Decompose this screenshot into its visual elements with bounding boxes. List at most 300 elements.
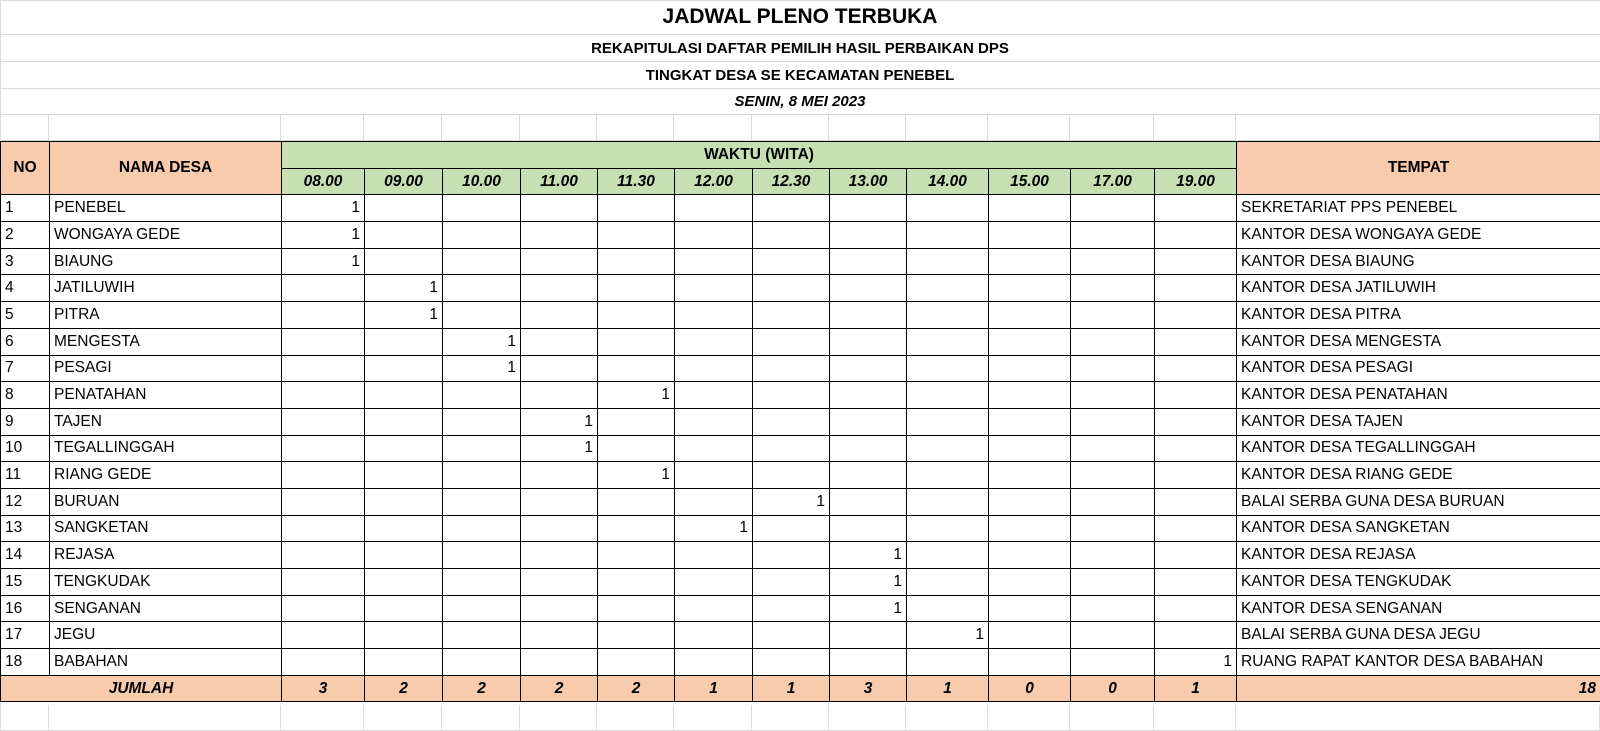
time-cell[interactable] bbox=[753, 248, 830, 275]
time-cell[interactable] bbox=[443, 435, 521, 462]
time-cell[interactable] bbox=[753, 622, 830, 649]
time-cell[interactable] bbox=[598, 488, 675, 515]
time-cell[interactable] bbox=[1155, 595, 1237, 622]
row-tempat[interactable]: KANTOR DESA PENATAHAN bbox=[1237, 382, 1600, 409]
row-no[interactable]: 2 bbox=[1, 222, 50, 249]
time-cell[interactable] bbox=[989, 195, 1071, 222]
time-cell[interactable] bbox=[521, 328, 598, 355]
time-cell[interactable] bbox=[1071, 302, 1155, 329]
time-cell[interactable] bbox=[830, 435, 907, 462]
time-cell[interactable] bbox=[282, 622, 365, 649]
time-cell[interactable] bbox=[675, 622, 753, 649]
time-cell[interactable] bbox=[1071, 435, 1155, 462]
row-tempat[interactable]: BALAI SERBA GUNA DESA BURUAN bbox=[1237, 488, 1600, 515]
empty-cell[interactable] bbox=[752, 115, 829, 141]
row-no[interactable]: 11 bbox=[1, 462, 50, 489]
time-cell[interactable] bbox=[675, 195, 753, 222]
time-cell[interactable] bbox=[907, 595, 989, 622]
time-cell[interactable] bbox=[907, 435, 989, 462]
row-nama-desa[interactable]: SANGKETAN bbox=[50, 515, 282, 542]
time-cell[interactable] bbox=[1155, 275, 1237, 302]
time-cell[interactable] bbox=[521, 649, 598, 676]
row-nama-desa[interactable]: SENGANAN bbox=[50, 595, 282, 622]
time-cell[interactable] bbox=[907, 275, 989, 302]
time-cell[interactable] bbox=[830, 622, 907, 649]
time-cell[interactable] bbox=[989, 328, 1071, 355]
time-cell[interactable] bbox=[1155, 328, 1237, 355]
empty-cell[interactable] bbox=[829, 705, 906, 731]
time-cell[interactable]: 1 bbox=[830, 542, 907, 569]
row-nama-desa[interactable]: BURUAN bbox=[50, 488, 282, 515]
row-no[interactable]: 4 bbox=[1, 275, 50, 302]
time-cell[interactable] bbox=[675, 355, 753, 382]
time-cell[interactable] bbox=[521, 569, 598, 596]
time-cell[interactable] bbox=[907, 382, 989, 409]
row-tempat[interactable]: KANTOR DESA TAJEN bbox=[1237, 408, 1600, 435]
empty-cell[interactable] bbox=[520, 705, 597, 731]
time-cell[interactable] bbox=[1071, 462, 1155, 489]
empty-cell[interactable] bbox=[988, 115, 1070, 141]
empty-cell[interactable] bbox=[49, 705, 281, 731]
time-cell[interactable] bbox=[1155, 355, 1237, 382]
empty-cell[interactable] bbox=[906, 115, 988, 141]
empty-cell[interactable] bbox=[988, 705, 1070, 731]
time-cell[interactable] bbox=[598, 302, 675, 329]
time-cell[interactable] bbox=[365, 195, 443, 222]
row-no[interactable]: 1 bbox=[1, 195, 50, 222]
time-cell[interactable] bbox=[989, 649, 1071, 676]
time-cell[interactable] bbox=[1155, 515, 1237, 542]
row-tempat[interactable]: KANTOR DESA TEGALLINGGAH bbox=[1237, 435, 1600, 462]
empty-cell[interactable] bbox=[281, 115, 364, 141]
time-cell[interactable]: 1 bbox=[1155, 649, 1237, 676]
empty-cell[interactable] bbox=[906, 705, 988, 731]
empty-cell[interactable] bbox=[281, 705, 364, 731]
time-cell[interactable] bbox=[989, 488, 1071, 515]
jumlah-total-5[interactable]: 1 bbox=[675, 675, 753, 702]
time-cell[interactable] bbox=[521, 355, 598, 382]
time-cell[interactable] bbox=[282, 515, 365, 542]
empty-cell[interactable] bbox=[1236, 705, 1600, 731]
time-cell[interactable] bbox=[443, 488, 521, 515]
time-cell[interactable] bbox=[675, 408, 753, 435]
time-cell[interactable] bbox=[598, 275, 675, 302]
row-tempat[interactable]: RUANG RAPAT KANTOR DESA BABAHAN bbox=[1237, 649, 1600, 676]
time-cell[interactable] bbox=[1155, 569, 1237, 596]
time-cell[interactable] bbox=[598, 195, 675, 222]
row-nama-desa[interactable]: RIANG GEDE bbox=[50, 462, 282, 489]
time-cell[interactable] bbox=[1071, 515, 1155, 542]
time-cell[interactable] bbox=[521, 248, 598, 275]
time-cell[interactable] bbox=[365, 622, 443, 649]
time-cell[interactable] bbox=[282, 435, 365, 462]
time-cell[interactable] bbox=[282, 382, 365, 409]
row-nama-desa[interactable]: REJASA bbox=[50, 542, 282, 569]
row-tempat[interactable]: KANTOR DESA PESAGI bbox=[1237, 355, 1600, 382]
row-no[interactable]: 14 bbox=[1, 542, 50, 569]
time-cell[interactable] bbox=[1071, 595, 1155, 622]
row-no[interactable]: 13 bbox=[1, 515, 50, 542]
time-cell[interactable] bbox=[1155, 435, 1237, 462]
time-cell[interactable] bbox=[907, 248, 989, 275]
row-no[interactable]: 5 bbox=[1, 302, 50, 329]
time-cell[interactable] bbox=[282, 355, 365, 382]
empty-cell[interactable] bbox=[674, 705, 752, 731]
time-cell[interactable] bbox=[675, 248, 753, 275]
time-cell[interactable] bbox=[1155, 222, 1237, 249]
time-cell[interactable] bbox=[753, 649, 830, 676]
time-cell[interactable] bbox=[443, 622, 521, 649]
empty-cell[interactable] bbox=[0, 705, 49, 731]
jumlah-total-1[interactable]: 2 bbox=[365, 675, 443, 702]
empty-cell[interactable] bbox=[364, 115, 442, 141]
time-cell[interactable] bbox=[521, 622, 598, 649]
row-tempat[interactable]: KANTOR DESA TENGKUDAK bbox=[1237, 569, 1600, 596]
time-cell[interactable] bbox=[753, 542, 830, 569]
time-cell[interactable] bbox=[989, 382, 1071, 409]
row-nama-desa[interactable]: PENATAHAN bbox=[50, 382, 282, 409]
time-cell[interactable] bbox=[365, 355, 443, 382]
time-cell[interactable] bbox=[989, 542, 1071, 569]
time-cell[interactable] bbox=[753, 515, 830, 542]
time-cell[interactable] bbox=[282, 302, 365, 329]
time-cell[interactable] bbox=[1071, 382, 1155, 409]
empty-cell[interactable] bbox=[597, 115, 674, 141]
time-cell[interactable]: 1 bbox=[907, 622, 989, 649]
time-cell[interactable] bbox=[753, 275, 830, 302]
time-cell[interactable] bbox=[1071, 649, 1155, 676]
time-cell[interactable] bbox=[443, 515, 521, 542]
time-cell[interactable] bbox=[1155, 462, 1237, 489]
time-cell[interactable] bbox=[989, 595, 1071, 622]
row-tempat[interactable]: KANTOR DESA BIAUNG bbox=[1237, 248, 1600, 275]
row-tempat[interactable]: KANTOR DESA SANGKETAN bbox=[1237, 515, 1600, 542]
row-nama-desa[interactable]: PITRA bbox=[50, 302, 282, 329]
row-no[interactable]: 9 bbox=[1, 408, 50, 435]
time-cell[interactable] bbox=[365, 328, 443, 355]
empty-cell[interactable] bbox=[364, 705, 442, 731]
time-cell[interactable]: 1 bbox=[830, 595, 907, 622]
empty-cell[interactable] bbox=[597, 705, 674, 731]
time-cell[interactable] bbox=[521, 275, 598, 302]
empty-cell[interactable] bbox=[0, 115, 49, 141]
time-cell[interactable] bbox=[1155, 248, 1237, 275]
time-cell[interactable] bbox=[675, 382, 753, 409]
time-cell[interactable] bbox=[1071, 408, 1155, 435]
time-cell[interactable] bbox=[1071, 328, 1155, 355]
time-cell[interactable] bbox=[1071, 195, 1155, 222]
time-cell[interactable] bbox=[907, 408, 989, 435]
row-no[interactable]: 15 bbox=[1, 569, 50, 596]
row-no[interactable]: 6 bbox=[1, 328, 50, 355]
time-cell[interactable] bbox=[282, 595, 365, 622]
time-cell[interactable] bbox=[830, 382, 907, 409]
time-cell[interactable] bbox=[365, 435, 443, 462]
time-cell[interactable] bbox=[753, 302, 830, 329]
time-cell[interactable] bbox=[830, 649, 907, 676]
jumlah-total-0[interactable]: 3 bbox=[282, 675, 365, 702]
time-cell[interactable] bbox=[365, 488, 443, 515]
time-cell[interactable] bbox=[282, 462, 365, 489]
time-cell[interactable]: 1 bbox=[365, 275, 443, 302]
row-tempat[interactable]: SEKRETARIAT PPS PENEBEL bbox=[1237, 195, 1600, 222]
time-cell[interactable] bbox=[907, 488, 989, 515]
time-cell[interactable] bbox=[521, 488, 598, 515]
time-cell[interactable] bbox=[753, 435, 830, 462]
time-cell[interactable] bbox=[365, 649, 443, 676]
time-cell[interactable] bbox=[598, 355, 675, 382]
jumlah-total-6[interactable]: 1 bbox=[753, 675, 830, 702]
row-no[interactable]: 12 bbox=[1, 488, 50, 515]
time-cell[interactable] bbox=[675, 328, 753, 355]
time-cell[interactable] bbox=[989, 569, 1071, 596]
time-cell[interactable] bbox=[830, 488, 907, 515]
time-cell[interactable] bbox=[598, 649, 675, 676]
time-cell[interactable] bbox=[675, 435, 753, 462]
row-no[interactable]: 17 bbox=[1, 622, 50, 649]
row-nama-desa[interactable]: PENEBEL bbox=[50, 195, 282, 222]
time-cell[interactable] bbox=[830, 275, 907, 302]
time-cell[interactable] bbox=[753, 462, 830, 489]
time-cell[interactable] bbox=[365, 408, 443, 435]
time-cell[interactable] bbox=[907, 649, 989, 676]
time-cell[interactable] bbox=[443, 275, 521, 302]
time-cell[interactable] bbox=[675, 569, 753, 596]
time-cell[interactable] bbox=[282, 569, 365, 596]
jumlah-grand-total[interactable]: 18 bbox=[1237, 675, 1600, 702]
time-cell[interactable] bbox=[521, 302, 598, 329]
time-cell[interactable] bbox=[753, 408, 830, 435]
time-cell[interactable] bbox=[830, 328, 907, 355]
time-cell[interactable] bbox=[282, 408, 365, 435]
time-cell[interactable] bbox=[753, 328, 830, 355]
time-cell[interactable] bbox=[598, 595, 675, 622]
time-cell[interactable]: 1 bbox=[443, 328, 521, 355]
time-cell[interactable] bbox=[598, 542, 675, 569]
jumlah-total-8[interactable]: 1 bbox=[907, 675, 989, 702]
time-cell[interactable] bbox=[365, 542, 443, 569]
time-cell[interactable] bbox=[365, 569, 443, 596]
empty-cell[interactable] bbox=[442, 705, 520, 731]
time-cell[interactable] bbox=[443, 649, 521, 676]
row-tempat[interactable]: KANTOR DESA SENGANAN bbox=[1237, 595, 1600, 622]
time-cell[interactable] bbox=[675, 302, 753, 329]
time-cell[interactable] bbox=[1071, 275, 1155, 302]
empty-cell[interactable] bbox=[442, 115, 520, 141]
empty-cell[interactable] bbox=[829, 115, 906, 141]
empty-cell[interactable] bbox=[1070, 705, 1154, 731]
time-cell[interactable] bbox=[675, 222, 753, 249]
time-cell[interactable] bbox=[989, 515, 1071, 542]
time-cell[interactable] bbox=[282, 488, 365, 515]
time-cell[interactable] bbox=[675, 488, 753, 515]
empty-cell[interactable] bbox=[1070, 115, 1154, 141]
time-cell[interactable] bbox=[443, 408, 521, 435]
time-cell[interactable] bbox=[1155, 488, 1237, 515]
time-cell[interactable] bbox=[989, 462, 1071, 489]
time-cell[interactable] bbox=[365, 248, 443, 275]
time-cell[interactable] bbox=[598, 248, 675, 275]
time-cell[interactable] bbox=[753, 355, 830, 382]
time-cell[interactable] bbox=[598, 515, 675, 542]
time-cell[interactable] bbox=[521, 515, 598, 542]
time-cell[interactable] bbox=[365, 462, 443, 489]
time-cell[interactable] bbox=[1155, 195, 1237, 222]
empty-cell[interactable] bbox=[49, 115, 281, 141]
time-cell[interactable] bbox=[443, 569, 521, 596]
row-no[interactable]: 8 bbox=[1, 382, 50, 409]
row-tempat[interactable]: KANTOR DESA JATILUWIH bbox=[1237, 275, 1600, 302]
row-no[interactable]: 18 bbox=[1, 649, 50, 676]
time-cell[interactable] bbox=[598, 435, 675, 462]
time-cell[interactable] bbox=[521, 382, 598, 409]
time-cell[interactable] bbox=[365, 595, 443, 622]
time-cell[interactable]: 1 bbox=[830, 569, 907, 596]
row-nama-desa[interactable]: PESAGI bbox=[50, 355, 282, 382]
time-cell[interactable] bbox=[675, 542, 753, 569]
time-cell[interactable] bbox=[521, 542, 598, 569]
time-cell[interactable] bbox=[1071, 355, 1155, 382]
time-cell[interactable]: 1 bbox=[443, 355, 521, 382]
time-cell[interactable] bbox=[830, 302, 907, 329]
time-cell[interactable] bbox=[598, 328, 675, 355]
empty-cell[interactable] bbox=[1236, 115, 1600, 141]
time-cell[interactable] bbox=[365, 515, 443, 542]
time-cell[interactable] bbox=[907, 302, 989, 329]
time-cell[interactable] bbox=[443, 542, 521, 569]
time-cell[interactable] bbox=[443, 222, 521, 249]
time-cell[interactable] bbox=[1155, 542, 1237, 569]
row-nama-desa[interactable]: JATILUWIH bbox=[50, 275, 282, 302]
row-no[interactable]: 16 bbox=[1, 595, 50, 622]
time-cell[interactable] bbox=[1155, 622, 1237, 649]
time-cell[interactable] bbox=[907, 355, 989, 382]
row-nama-desa[interactable]: JEGU bbox=[50, 622, 282, 649]
time-cell[interactable] bbox=[907, 462, 989, 489]
row-no[interactable]: 7 bbox=[1, 355, 50, 382]
time-cell[interactable]: 1 bbox=[598, 382, 675, 409]
time-cell[interactable] bbox=[443, 195, 521, 222]
row-nama-desa[interactable]: TEGALLINGGAH bbox=[50, 435, 282, 462]
time-cell[interactable] bbox=[521, 462, 598, 489]
time-cell[interactable]: 1 bbox=[521, 408, 598, 435]
time-cell[interactable] bbox=[830, 515, 907, 542]
time-cell[interactable] bbox=[1155, 408, 1237, 435]
time-cell[interactable] bbox=[1071, 488, 1155, 515]
time-cell[interactable] bbox=[675, 275, 753, 302]
time-cell[interactable] bbox=[753, 595, 830, 622]
time-cell[interactable] bbox=[989, 408, 1071, 435]
time-cell[interactable] bbox=[1071, 248, 1155, 275]
row-tempat[interactable]: KANTOR DESA MENGESTA bbox=[1237, 328, 1600, 355]
time-cell[interactable] bbox=[753, 382, 830, 409]
jumlah-total-7[interactable]: 3 bbox=[830, 675, 907, 702]
time-cell[interactable] bbox=[753, 222, 830, 249]
time-cell[interactable]: 1 bbox=[282, 195, 365, 222]
time-cell[interactable] bbox=[830, 355, 907, 382]
time-cell[interactable] bbox=[907, 195, 989, 222]
row-nama-desa[interactable]: WONGAYA GEDE bbox=[50, 222, 282, 249]
time-cell[interactable] bbox=[1071, 569, 1155, 596]
time-cell[interactable] bbox=[989, 355, 1071, 382]
time-cell[interactable] bbox=[521, 595, 598, 622]
row-nama-desa[interactable]: BABAHAN bbox=[50, 649, 282, 676]
time-cell[interactable]: 1 bbox=[521, 435, 598, 462]
time-cell[interactable] bbox=[830, 248, 907, 275]
empty-cell[interactable] bbox=[1154, 705, 1236, 731]
row-nama-desa[interactable]: TENGKUDAK bbox=[50, 569, 282, 596]
time-cell[interactable]: 1 bbox=[365, 302, 443, 329]
jumlah-total-2[interactable]: 2 bbox=[443, 675, 521, 702]
time-cell[interactable] bbox=[598, 408, 675, 435]
time-cell[interactable]: 1 bbox=[282, 222, 365, 249]
time-cell[interactable] bbox=[443, 382, 521, 409]
row-no[interactable]: 3 bbox=[1, 248, 50, 275]
jumlah-total-11[interactable]: 1 bbox=[1155, 675, 1237, 702]
empty-cell[interactable] bbox=[1154, 115, 1236, 141]
time-cell[interactable] bbox=[282, 328, 365, 355]
time-cell[interactable] bbox=[598, 569, 675, 596]
row-nama-desa[interactable]: BIAUNG bbox=[50, 248, 282, 275]
time-cell[interactable] bbox=[1071, 222, 1155, 249]
time-cell[interactable] bbox=[907, 542, 989, 569]
row-nama-desa[interactable]: MENGESTA bbox=[50, 328, 282, 355]
time-cell[interactable] bbox=[1155, 302, 1237, 329]
time-cell[interactable] bbox=[675, 595, 753, 622]
jumlah-total-9[interactable]: 0 bbox=[989, 675, 1071, 702]
time-cell[interactable] bbox=[598, 222, 675, 249]
time-cell[interactable] bbox=[989, 222, 1071, 249]
time-cell[interactable] bbox=[989, 622, 1071, 649]
time-cell[interactable] bbox=[830, 462, 907, 489]
time-cell[interactable] bbox=[753, 569, 830, 596]
time-cell[interactable] bbox=[443, 595, 521, 622]
row-no[interactable]: 10 bbox=[1, 435, 50, 462]
time-cell[interactable] bbox=[521, 222, 598, 249]
row-nama-desa[interactable]: TAJEN bbox=[50, 408, 282, 435]
row-tempat[interactable]: KANTOR DESA RIANG GEDE bbox=[1237, 462, 1600, 489]
time-cell[interactable] bbox=[282, 649, 365, 676]
jumlah-total-4[interactable]: 2 bbox=[598, 675, 675, 702]
time-cell[interactable]: 1 bbox=[598, 462, 675, 489]
time-cell[interactable] bbox=[443, 462, 521, 489]
time-cell[interactable] bbox=[675, 462, 753, 489]
empty-cell[interactable] bbox=[674, 115, 752, 141]
time-cell[interactable] bbox=[907, 222, 989, 249]
time-cell[interactable] bbox=[907, 569, 989, 596]
time-cell[interactable] bbox=[830, 195, 907, 222]
time-cell[interactable]: 1 bbox=[675, 515, 753, 542]
time-cell[interactable]: 1 bbox=[753, 488, 830, 515]
time-cell[interactable] bbox=[1071, 542, 1155, 569]
time-cell[interactable] bbox=[1155, 382, 1237, 409]
time-cell[interactable] bbox=[521, 195, 598, 222]
time-cell[interactable] bbox=[907, 328, 989, 355]
time-cell[interactable] bbox=[443, 302, 521, 329]
time-cell[interactable] bbox=[989, 248, 1071, 275]
jumlah-total-3[interactable]: 2 bbox=[521, 675, 598, 702]
time-cell[interactable] bbox=[989, 275, 1071, 302]
time-cell[interactable] bbox=[675, 649, 753, 676]
row-tempat[interactable]: KANTOR DESA PITRA bbox=[1237, 302, 1600, 329]
empty-cell[interactable] bbox=[752, 705, 829, 731]
time-cell[interactable] bbox=[1071, 622, 1155, 649]
time-cell[interactable] bbox=[365, 222, 443, 249]
row-tempat[interactable]: BALAI SERBA GUNA DESA JEGU bbox=[1237, 622, 1600, 649]
time-cell[interactable] bbox=[753, 195, 830, 222]
time-cell[interactable] bbox=[989, 302, 1071, 329]
time-cell[interactable] bbox=[365, 382, 443, 409]
